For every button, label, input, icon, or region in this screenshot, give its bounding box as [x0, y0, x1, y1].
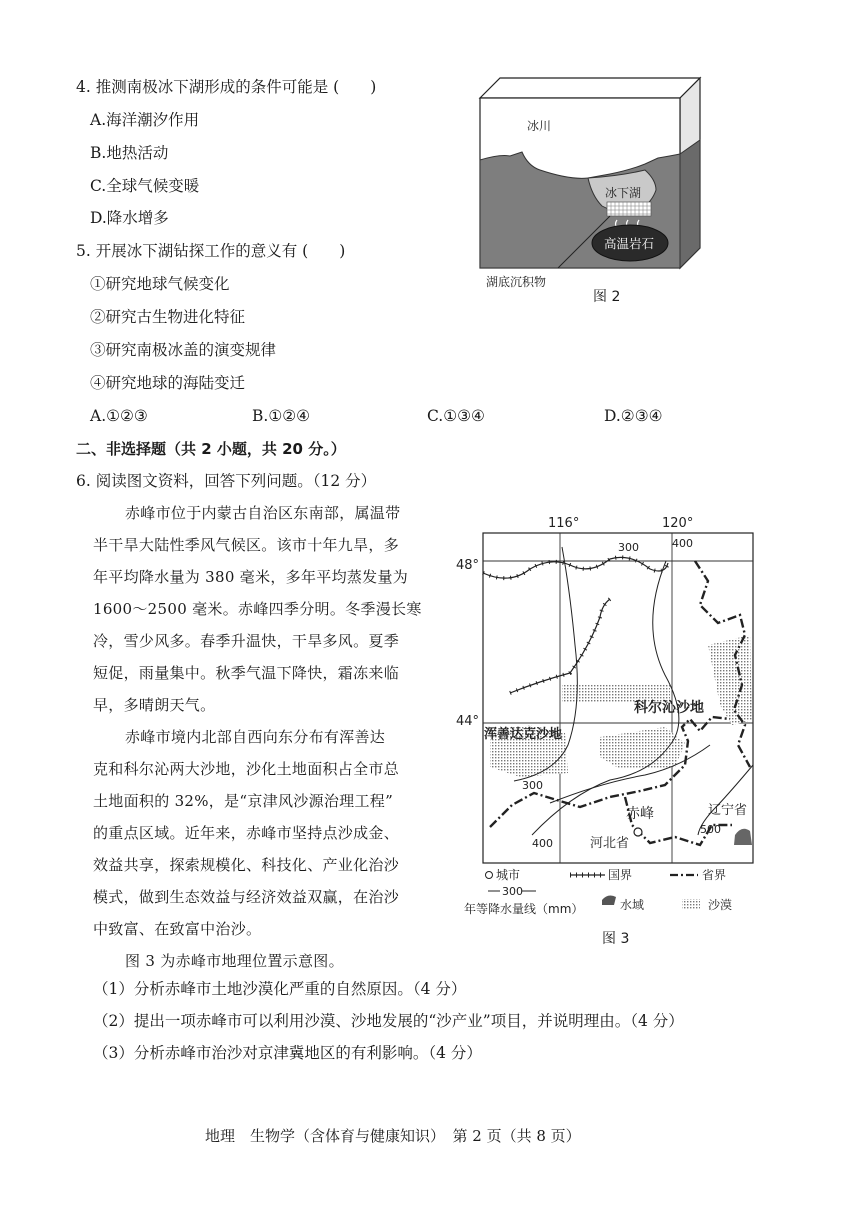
figure-2-diagram [470, 70, 710, 315]
para2-line-4: 的重点区域。近年来，赤峰市坚持点沙成金、 [93, 824, 400, 842]
figure-note: 图 3 为赤峰市地理位置示意图。 [125, 952, 344, 970]
q5-item-4: ④研究地球的海陆变迁 [90, 374, 246, 392]
lat-48-label: 48° [456, 558, 480, 573]
para1-line-4: 1600～2500 毫米。赤峰四季分明。冬季漫长寒 [93, 600, 422, 618]
q4-stem: 4. 推测南极冰下湖形成的条件可能是 ( ) [76, 78, 377, 96]
legend-border: 国界 [608, 868, 633, 882]
lat-44-label: 44° [456, 714, 480, 729]
glacier-label: 冰川 [527, 119, 552, 133]
q4-option-c: C.全球气候变暖 [90, 177, 200, 195]
q4-option-d: D.降水增多 [90, 209, 169, 227]
para2-line-1: 赤峰市境内北部自西向东分布有浑善达 [125, 728, 386, 746]
para2-line-3: 土地面积的 32%，是“京津风沙源治理工程” [93, 792, 394, 810]
liaoning-label: 辽宁省 [708, 803, 748, 818]
legend-desert: 沙漠 [708, 898, 733, 912]
para2-line-7: 中致富、在致富中治沙。 [93, 920, 262, 938]
hunshandake-sandy-land-label: 浑善达克沙地 [484, 727, 563, 742]
q5-option-a: A.①②③ [90, 407, 148, 425]
sediment-label: 湖底沉积物 [486, 275, 547, 289]
para2-line-5: 效益共享，探索规模化、科技化、产业化治沙 [93, 856, 400, 874]
para1-line-3: 年平均降水量为 380 毫米，多年平均蒸发量为 [93, 568, 409, 586]
legend-isohyet: 年等降水量线（mm） [464, 902, 584, 915]
lon-120-label: 120° [662, 516, 694, 531]
para1-line-6: 短促，雨量集中。秋季气温下降快，霜冻来临 [93, 664, 400, 682]
para2-line-6: 模式，做到生态效益与经济效益双赢，在治沙 [93, 888, 400, 906]
para1-line-2: 半干旱大陆性季风气候区。该市十年九旱，多 [93, 536, 400, 554]
q5-item-1: ①研究地球气候变化 [90, 275, 230, 293]
isohyet-400-top: 400 [672, 537, 693, 550]
q5-item-2: ②研究古生物进化特征 [90, 308, 246, 326]
isohyet-500: 500 [700, 823, 721, 836]
legend-desert-icon [682, 899, 700, 909]
subglacial-lake-label: 冰下湖 [605, 186, 642, 200]
q6-sub-1: （1）分析赤峰市土地沙漠化严重的自然原因。（4 分） [93, 980, 467, 998]
legend-province-border: 省界 [702, 868, 727, 882]
legend-isohyet-sample: 300 [502, 885, 523, 898]
q4-option-b: B.地热活动 [90, 144, 169, 162]
isohyet-300-top: 300 [618, 541, 639, 554]
para1-line-7: 早，多晴朗天气。 [93, 696, 216, 714]
legend-water: 水域 [620, 898, 645, 912]
para2-line-2: 克和科尔沁两大沙地，沙化土地面积占全市总 [93, 760, 400, 778]
para1-line-5: 冷，雪少风多。春季升温快，干旱多风。夏季 [93, 632, 400, 650]
q5-option-d: D.②③④ [604, 407, 663, 425]
chifeng-city-marker [634, 828, 642, 836]
lon-116-label: 116° [548, 516, 580, 531]
figure-2-caption: 图 2 [593, 289, 621, 305]
legend-city-icon [486, 872, 493, 879]
section-title: 二、非选择题（共 2 小题，共 20 分。） [76, 440, 346, 458]
figure-3-caption: 图 3 [602, 931, 630, 947]
q6-stem: 6. 阅读图文资料，回答下列问题。（12 分） [76, 472, 377, 490]
isohyet-300-bottom: 300 [522, 779, 543, 792]
legend-water-icon [602, 896, 616, 905]
q4-option-a: A.海洋潮汐作用 [90, 111, 200, 129]
hot-rock-label: 高温岩石 [604, 236, 655, 251]
para1-line-1: 赤峰市位于内蒙古自治区东南部，属温带 [125, 504, 401, 522]
figure-3-map [450, 505, 770, 915]
q5-stem: 5. 开展冰下湖钻探工作的意义有 ( ) [76, 242, 346, 260]
q5-item-3: ③研究南极冰盖的演变规律 [90, 341, 277, 359]
chifeng-label: 赤峰 [626, 806, 654, 822]
q6-sub-3: （3）分析赤峰市治沙对京津冀地区的有利影响。（4 分） [93, 1044, 482, 1062]
q5-option-b: B.①②④ [252, 407, 311, 425]
page-footer: 地理 生物学（含体育与健康知识） 第 2 页（共 8 页） [205, 1127, 581, 1145]
hebei-label: 河北省 [590, 836, 630, 851]
q5-option-c: C.①③④ [427, 407, 485, 425]
q6-sub-2: （2）提出一项赤峰市可以利用沙漠、沙地发展的“沙产业”项目，并说明理由。（4 分） [93, 1012, 684, 1030]
isohyet-400-bottom: 400 [532, 837, 553, 850]
legend-city: 城市 [496, 868, 521, 882]
horqin-sandy-land-label: 科尔沁沙地 [634, 700, 704, 716]
